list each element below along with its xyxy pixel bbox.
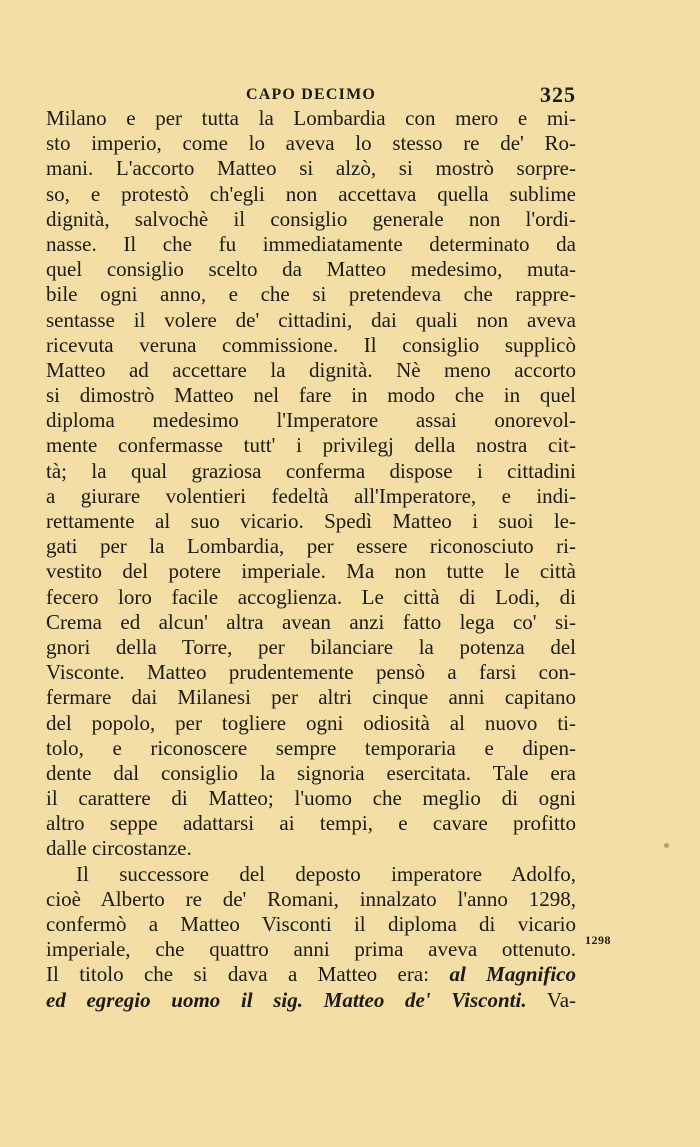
text-line [46,988,576,1013]
text-line: a giurare volentieri fedeltà all'Imperatore, e indi- [46,483,576,508]
text-line: Visconte. Matteo prudentemente pensò a farsi con- [46,660,576,685]
text-line: nasse. Il che fu immediatamente determinato da [46,231,576,256]
text-line: mente confermasse tutt' i privilegj della nostra cit- [46,433,576,458]
text-line: quel consiglio scelto da Matteo medesimo, muta- [46,257,576,282]
text-line: Crema ed alcun' altra avean anzi fatto lega co' si- [46,609,576,634]
body-text [46,106,576,1013]
text-line: altro seppe adattarsi ai tempi, e cavare profitto [46,811,576,836]
text-line: Il successore del deposto imperatore Adolfo, [76,861,576,886]
page-number: 325 [540,82,576,107]
text-line: Matteo ad accettare la dignità. Nè meno accorto [46,357,576,382]
text-line: sentasse il volere de' cittadini, dai quali non aveva [46,307,576,332]
text-line: rettamente al suo vicario. Spedì Matteo i suoi le- [46,509,576,533]
text-line: diploma medesimo l'Imperatore assai onorevol- [46,408,576,433]
paper-speck [664,843,669,848]
text-line [46,962,576,987]
text-line: gnori della Torre, per bilanciare la potenza del [46,634,576,659]
text-line: Milano e per tutta la Lombardia con mero e mi- [46,106,576,130]
text-line: fecero loro facile accoglienza. Le città di Lodi, di [46,584,576,609]
text-line: si dimostrò Matteo nel fare in modo che in quel [46,383,576,408]
text-line: bile ogni anno, e che si pretendeva che rappre- [46,282,576,307]
text-segment: Va- [546,987,577,1012]
text-line: gati per la Lombardia, per essere riconosciuto ri- [46,534,576,559]
text-line: vestito del potere imperiale. Ma non tutte le città [46,559,576,584]
text-line: sto imperio, come lo aveva lo stesso re de' Ro- [46,131,576,156]
running-title: CAPO DECIMO [245,86,377,103]
italic-segment: ed egregio uomo il sig. Matteo de' Visconti. [46,987,527,1012]
running-head [46,82,576,108]
italic-segment: al Magnifico [449,962,577,987]
text-line: cioè Alberto re de' Romani, innalzato l'anno 1298, [46,886,576,911]
text-line: il carattere di Matteo; l'uomo che meglio di ogni [46,786,576,811]
text-line: so, e protestò ch'egli non accettava quella sublime [46,181,576,206]
text-line: confermò a Matteo Visconti il diploma di vicario [46,912,576,936]
text-line: dignità, salvochè il consiglio generale non l'ordi- [46,206,576,231]
text-line: dalle circostanze. [46,836,192,861]
text-line: imperiale, che quattro anni prima aveva ottenuto. [46,937,576,962]
text-segment: Il titolo che si dava a Matteo era: [46,962,430,987]
text-line: tà; la qual graziosa conferma dispose i cittadini [46,458,576,483]
text-line: del popolo, per togliere ogni odiosità al nuovo ti- [46,710,576,735]
text-line: fermare dai Milanesi per altri cinque anni capitano [46,685,576,710]
text-line: tolo, e riconoscere sempre temporaria e dipen- [46,735,576,760]
text-line: dente dal consiglio la signoria esercitata. Tale era [46,760,576,785]
text-line: ricevuta veruna commissione. Il consiglio supplicò [46,332,576,357]
text-line: mani. L'accorto Matteo si alzò, si mostrò sorpre- [46,156,576,181]
margin-note-year: 1298 [585,933,611,947]
